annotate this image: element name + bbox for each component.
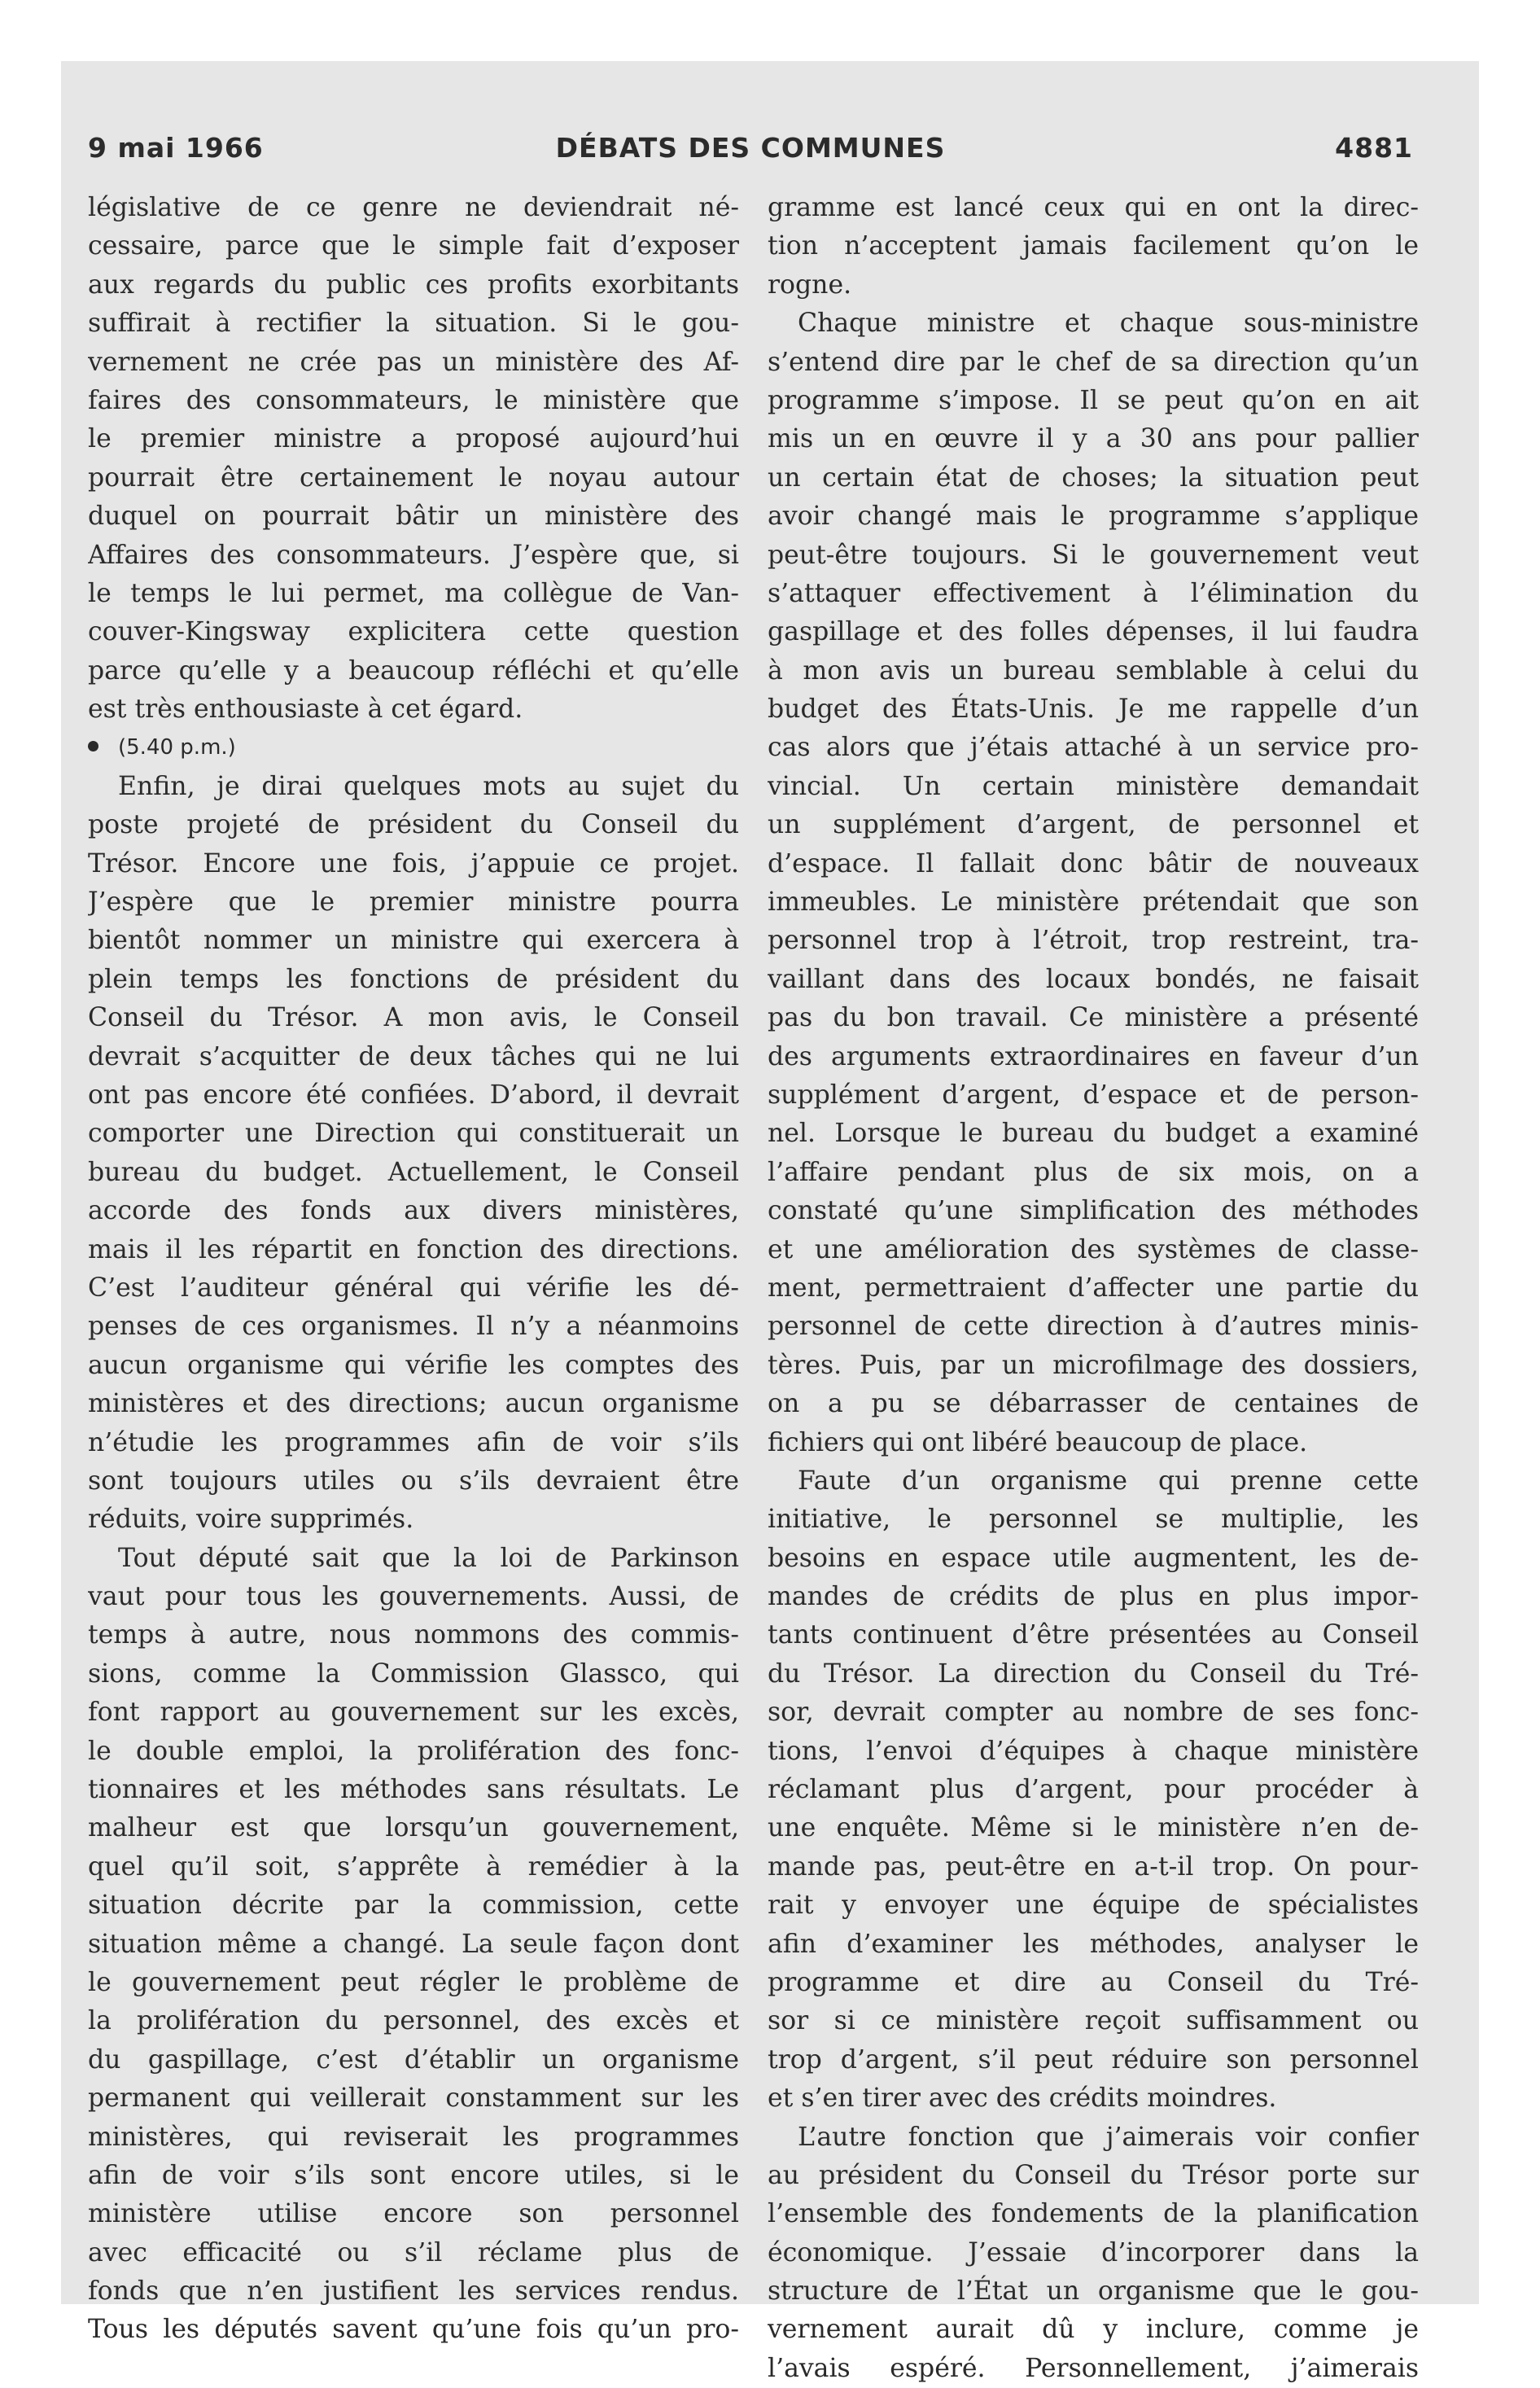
text-line — [768, 420, 1419, 458]
text-line — [88, 1616, 739, 1654]
text-line — [768, 613, 1419, 651]
text-line-content: besoins en espace utile augmentent, les de- — [768, 1543, 1419, 1573]
text-line — [768, 1424, 1419, 1462]
text-line-content: Conseil du Trésor. A mon avis, le Conseil — [88, 1003, 739, 1033]
text-line — [768, 1115, 1419, 1153]
text-line — [88, 2234, 739, 2272]
text-line-content: s’entend dire par le chef de sa direction qu’un — [768, 347, 1419, 377]
text-line — [88, 344, 739, 382]
text-line — [768, 1154, 1419, 1192]
text-line — [88, 1578, 739, 1616]
text-line-content: vincial. Un certain ministère demandait — [768, 771, 1419, 801]
text-line-content: réclamant plus d’argent, pour procéder à — [768, 1775, 1419, 1805]
text-line — [768, 2002, 1419, 2040]
text-line-content: ministères, qui reviserait les programmes — [88, 2122, 739, 2152]
text-line — [768, 2157, 1419, 2195]
text-line — [768, 1616, 1419, 1654]
text-line — [768, 1771, 1419, 1809]
text-line — [88, 1655, 739, 1694]
text-line-content: est très enthousiaste à cet égard. — [88, 694, 523, 725]
text-line-content: Enfin, je dirai quelques mots au sujet du — [118, 771, 739, 801]
text-line — [768, 537, 1419, 575]
text-line — [768, 806, 1419, 844]
text-line — [768, 305, 1419, 343]
text-line-content: le double emploi, la prolifération des fonc- — [88, 1736, 739, 1766]
text-line — [768, 845, 1419, 883]
text-line — [88, 1733, 739, 1771]
text-line — [768, 1038, 1419, 1076]
text-line — [88, 189, 739, 227]
text-line-content: couver-Kingsway explicitera cette question — [88, 617, 739, 647]
text-line-content: suffirait à rectifier la situation. Si le gou- — [88, 309, 739, 339]
text-line — [768, 575, 1419, 613]
text-line — [768, 1308, 1419, 1346]
text-line-content: mandes de crédits de plus en plus impor- — [768, 1582, 1419, 1612]
text-line — [768, 1462, 1419, 1501]
text-line — [768, 266, 1419, 305]
text-line — [768, 1578, 1419, 1616]
text-line-content: tionnaires et les méthodes sans résultats. Le — [88, 1775, 739, 1805]
text-line — [88, 575, 739, 613]
text-line-content: ont pas encore été confiées. D’abord, il devrait — [88, 1080, 739, 1110]
text-line-content: Tout député sait que la loi de Parkinson — [118, 1543, 739, 1573]
text-line — [88, 382, 739, 420]
text-line — [88, 922, 739, 960]
text-line — [88, 459, 739, 497]
text-line-content: malheur est que lorsqu’un gouvernement, — [88, 1813, 739, 1843]
text-line-content: mis un en œuvre il y a 30 ans pour pallier — [768, 424, 1419, 454]
text-line-content: initiative, le personnel se multiplie, les — [768, 1505, 1419, 1535]
text-line-content: budget des États-Unis. Je me rappelle d’un — [768, 694, 1419, 725]
text-line — [88, 1308, 739, 1346]
text-line-content: fonds que n’en justifient les services rendus. — [88, 2276, 739, 2307]
bullet-icon — [88, 741, 98, 751]
text-line — [768, 1231, 1419, 1269]
text-line-content: Tous les députés savent qu’une fois qu’un pro- — [88, 2315, 739, 2345]
text-line-content: (5.40 p.m.) — [118, 735, 236, 760]
text-line — [768, 2119, 1419, 2157]
text-line-content: afin d’examiner les méthodes, analyser le — [768, 1929, 1419, 1959]
text-line-content: C’est l’auditeur général qui vérifie les dé- — [88, 1273, 739, 1303]
text-line-content: à mon avis un bureau semblable à celui du — [768, 655, 1419, 686]
text-line-content: parce qu’elle y a beaucoup réfléchi et qu’elle — [88, 655, 739, 686]
text-line-content: Faute d’un organisme qui prenne cette — [798, 1466, 1419, 1496]
text-line — [88, 883, 739, 922]
text-line-content: Chaque ministre et chaque sous-ministre — [798, 309, 1419, 339]
text-line-content: ministère utilise encore son personnel — [88, 2199, 739, 2229]
text-line-content: Trésor. Encore une fois, j’appuie ce projet. — [88, 848, 739, 879]
text-line-content: rait y envoyer une équipe de spécialistes — [768, 1891, 1419, 1921]
text-line — [768, 1926, 1419, 1964]
text-line-content: tants continuent d’être présentées au Conseil — [768, 1620, 1419, 1650]
text-line-content: aucun organisme qui vérifie les comptes des — [88, 1350, 739, 1380]
text-line-content: sor, devrait compter au nombre de ses fonc- — [768, 1698, 1419, 1728]
text-line-content: réduits, voire supprimés. — [88, 1505, 414, 1535]
text-line — [88, 2272, 739, 2311]
text-line — [768, 344, 1419, 382]
text-line — [768, 768, 1419, 806]
text-line-content: vernement ne crée pas un ministère des Af- — [88, 347, 739, 377]
text-line-content: situation décrite par la commission, cette — [88, 1891, 739, 1921]
text-line-content: constaté qu’une simplification des méthodes — [768, 1196, 1419, 1226]
text-line — [768, 1886, 1419, 1925]
text-line — [768, 2311, 1419, 2349]
text-line-content: l’affaire pendant plus de six mois, on a — [768, 1157, 1419, 1187]
text-line-content: le temps le lui permet, ma collègue de Van- — [88, 578, 739, 608]
text-line-content: des arguments extraordinaires en faveur d’un — [768, 1041, 1419, 1071]
text-line-content: la prolifération du personnel, des excès et — [88, 2006, 739, 2036]
text-line-content: permanent qui veillerait constamment sur les — [88, 2083, 739, 2114]
text-line — [768, 382, 1419, 420]
text-line — [88, 1424, 739, 1462]
text-line — [768, 1347, 1419, 1385]
header-date: 9 mai 1966 — [88, 132, 264, 164]
text-line-content: législative de ce genre ne deviendrait né- — [88, 193, 739, 222]
text-line-content: gaspillage et des folles dépenses, il lui faudra — [768, 617, 1419, 647]
text-line — [88, 1964, 739, 2002]
text-line-content: sont toujours utiles ou s’ils devraient être — [88, 1466, 739, 1496]
text-line — [88, 2079, 739, 2118]
text-line-content: bureau du budget. Actuellement, le Conseil — [88, 1157, 739, 1187]
text-line — [88, 1347, 739, 1385]
text-line — [88, 1771, 739, 1809]
text-line-content: cessaire, parce que le simple fait d’exposer — [88, 231, 739, 261]
text-line — [768, 2234, 1419, 2272]
text-line-content: le premier ministre a proposé aujourd’hui — [88, 424, 739, 454]
text-line — [768, 652, 1419, 690]
text-line — [88, 1926, 739, 1964]
text-line-content: un certain état de choses; la situation peut — [768, 462, 1419, 493]
text-line-content: faires des consommateurs, le ministère que — [88, 385, 739, 415]
text-line-content: mande pas, peut-être en a-t-il trop. On pour- — [768, 1851, 1419, 1882]
text-line-content: le gouvernement peut régler le problème de — [88, 1967, 739, 1997]
text-line — [88, 2002, 739, 2040]
text-line-content: avec efficacité ou s’il réclame plus de — [88, 2237, 739, 2268]
left-text-column — [88, 189, 739, 2350]
text-line — [88, 1076, 739, 1115]
text-line — [768, 2195, 1419, 2233]
text-line — [88, 768, 739, 806]
text-line — [88, 2157, 739, 2195]
time-marker — [88, 729, 739, 767]
text-line — [88, 1231, 739, 1269]
text-line-content: gramme est lancé ceux qui en ont la direc- — [768, 193, 1419, 222]
text-line-content: du gaspillage, c’est d’établir un organisme — [88, 2044, 739, 2075]
text-line-content: une enquête. Même si le ministère n’en de- — [768, 1813, 1419, 1843]
text-line-content: économique. J’essaie d’incorporer dans la — [768, 2237, 1419, 2268]
text-line-content: trop d’argent, s’il peut réduire son personnel — [768, 2044, 1419, 2075]
text-line — [768, 729, 1419, 767]
text-line-content: temps à autre, nous nommons des commis- — [88, 1620, 739, 1650]
text-line-content: peut-être toujours. Si le gouvernement veut — [768, 540, 1419, 570]
text-line — [88, 2119, 739, 2157]
text-line-content: pas du bon travail. Ce ministère a présenté — [768, 1003, 1419, 1033]
text-line — [88, 652, 739, 690]
text-line — [88, 420, 739, 458]
text-line — [88, 690, 739, 729]
text-line-content: comporter une Direction qui constituerait un — [88, 1119, 739, 1149]
text-line-content: vaillant dans des locaux bondés, ne faisait — [768, 964, 1419, 994]
text-line — [768, 1733, 1419, 1771]
text-line-content: pourrait être certainement le noyau autour — [88, 462, 739, 493]
text-line — [88, 1886, 739, 1925]
text-line-content: mais il les répartit en fonction des directions. — [88, 1234, 739, 1264]
text-line-content: personnel de cette direction à d’autres minis- — [768, 1312, 1419, 1342]
text-line — [768, 1694, 1419, 1732]
text-line — [88, 1848, 739, 1886]
text-line-content: penses de ces organismes. Il n’y a néanmoins — [88, 1312, 739, 1342]
text-line — [768, 883, 1419, 922]
text-line — [768, 1540, 1419, 1578]
text-line-content: tion n’acceptent jamais facilement qu’on le — [768, 231, 1419, 261]
text-line-content: duquel on pourrait bâtir un ministère des — [88, 502, 739, 532]
text-line — [88, 2041, 739, 2079]
text-line-content: bientôt nommer un ministre qui exercera à — [88, 926, 739, 956]
text-line-content: et s’en tirer avec des crédits moindres. — [768, 2083, 1277, 2114]
text-line — [88, 999, 739, 1037]
text-line — [88, 845, 739, 883]
text-line-content: fichiers qui ont libéré beaucoup de place. — [768, 1427, 1308, 1457]
text-line-content: vernement aurait dû y inclure, comme je — [768, 2315, 1419, 2345]
text-line — [768, 1192, 1419, 1230]
text-line-content: on a pu se débarrasser de centaines de — [768, 1389, 1419, 1419]
text-line — [88, 1809, 739, 1847]
text-line — [88, 497, 739, 536]
text-line-content: rogne. — [768, 269, 852, 300]
text-line — [768, 1964, 1419, 2002]
text-line — [88, 305, 739, 343]
text-line-content: devrait s’acquitter de deux tâches qui ne lui — [88, 1041, 739, 1071]
text-line — [88, 537, 739, 575]
text-line — [768, 922, 1419, 960]
text-line — [768, 1655, 1419, 1694]
text-line — [88, 1385, 739, 1423]
text-line-content: quel qu’il soit, s’apprête à remédier à la — [88, 1851, 739, 1882]
text-line-content: sions, comme la Commission Glassco, qui — [88, 1658, 739, 1689]
text-line-content: au président du Conseil du Trésor porte sur — [768, 2160, 1419, 2190]
text-line-content: programme et dire au Conseil du Tré- — [768, 1967, 1419, 1997]
text-line-content: s’attaquer effectivement à l’élimination du — [768, 578, 1419, 608]
text-line — [768, 1848, 1419, 1886]
text-line-content: L’autre fonction que j’aimerais voir confier — [798, 2122, 1419, 2152]
text-line-content: cas alors que j’étais attaché à un service pro- — [768, 733, 1419, 763]
text-line — [88, 1038, 739, 1076]
text-line — [768, 2041, 1419, 2079]
text-line — [88, 1501, 739, 1539]
text-line-content: situation même a changé. La seule façon dont — [88, 1929, 739, 1959]
text-line — [88, 227, 739, 265]
right-text-column — [768, 189, 1419, 2388]
text-line-content: et une amélioration des systèmes de classe- — [768, 1234, 1419, 1264]
text-line-content: ment, permettraient d’affecter une partie du — [768, 1273, 1419, 1303]
text-line — [88, 1115, 739, 1153]
text-line-content: afin de voir s’ils sont encore utiles, si le — [88, 2160, 739, 2190]
text-line-content: tères. Puis, par un microfilmage des dossiers, — [768, 1350, 1419, 1380]
text-line-content: l’avais espéré. Personnellement, j’aimerais — [768, 2353, 1419, 2383]
text-line — [768, 1076, 1419, 1115]
text-line-content: avoir changé mais le programme s’applique — [768, 502, 1419, 532]
text-line-content: programme s’impose. Il se peut qu’on en ait — [768, 385, 1419, 415]
text-line-content: nel. Lorsque le bureau du budget a examiné — [768, 1119, 1419, 1149]
text-line — [88, 2311, 739, 2349]
text-line — [768, 1809, 1419, 1847]
text-line-content: l’ensemble des fondements de la planification — [768, 2199, 1419, 2229]
text-line — [88, 613, 739, 651]
text-line — [768, 2350, 1419, 2388]
text-line — [88, 1462, 739, 1501]
text-line — [768, 2079, 1419, 2118]
text-line-content: supplément d’argent, d’espace et de person- — [768, 1080, 1419, 1110]
text-line — [768, 497, 1419, 536]
header-title: DÉBATS DES COMMUNES — [555, 132, 946, 164]
text-line-content: poste projeté de président du Conseil du — [88, 810, 739, 840]
text-line — [88, 1540, 739, 1578]
text-line-content: tions, l’envoi d’équipes à chaque ministère — [768, 1736, 1419, 1766]
text-line-content: ministères et des directions; aucun organisme — [88, 1389, 739, 1419]
text-line — [768, 189, 1419, 227]
text-line — [768, 1501, 1419, 1539]
text-line — [768, 999, 1419, 1037]
text-line — [768, 459, 1419, 497]
text-line-content: plein temps les fonctions de président du — [88, 964, 739, 994]
text-line — [88, 961, 739, 999]
text-line — [88, 2195, 739, 2233]
text-line-content: structure de l’État un organisme que le gou- — [768, 2276, 1419, 2307]
text-line-content: d’espace. Il fallait donc bâtir de nouveaux — [768, 848, 1419, 879]
text-line — [88, 1154, 739, 1192]
text-line — [768, 227, 1419, 265]
text-line — [88, 806, 739, 844]
text-line-content: aux regards du public ces profits exorbitants — [88, 269, 739, 300]
text-line — [768, 1385, 1419, 1423]
page-header — [88, 132, 1413, 173]
text-line — [88, 1192, 739, 1230]
text-line-content: un supplément d’argent, de personnel et — [768, 810, 1419, 840]
text-line-content: du Trésor. La direction du Conseil du Tré- — [768, 1658, 1419, 1689]
text-line — [88, 266, 739, 305]
text-line-content: J’espère que le premier ministre pourra — [88, 887, 739, 918]
text-line — [768, 690, 1419, 729]
text-line — [768, 2272, 1419, 2311]
text-line-content: Affaires des consommateurs. J’espère que, si — [88, 540, 739, 570]
text-line — [768, 961, 1419, 999]
text-line-content: accorde des fonds aux divers ministères, — [88, 1196, 739, 1226]
text-line-content: personnel trop à l’étroit, trop restreint, tra- — [768, 926, 1419, 956]
text-line-content: sor si ce ministère reçoit suffisamment ou — [768, 2006, 1419, 2036]
text-line — [768, 1269, 1419, 1308]
text-line-content: n’étudie les programmes afin de voir s’ils — [88, 1427, 739, 1457]
text-line-content: font rapport au gouvernement sur les excès, — [88, 1698, 739, 1728]
text-line-content: immeubles. Le ministère prétendait que son — [768, 887, 1419, 918]
text-line-content: vaut pour tous les gouvernements. Aussi, de — [88, 1582, 739, 1612]
header-page-number: 4881 — [1335, 132, 1413, 164]
text-line — [88, 1269, 739, 1308]
text-line — [88, 1694, 739, 1732]
